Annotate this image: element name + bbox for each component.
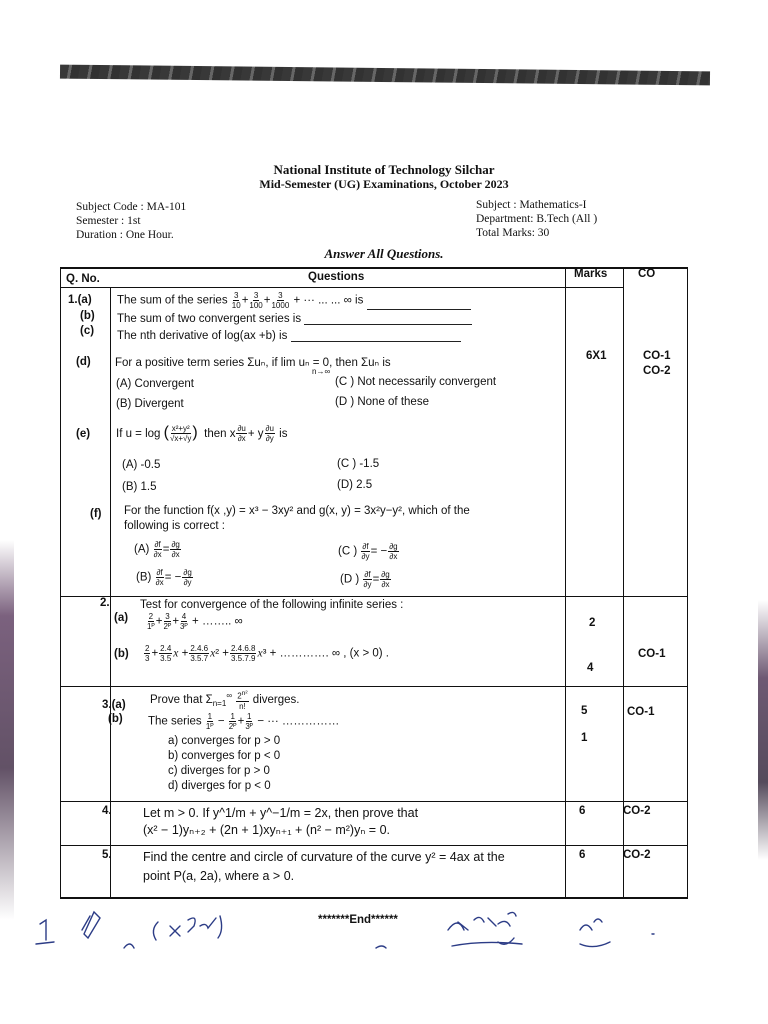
q5-label: 5. [102, 849, 112, 861]
q1-co2: CO-2 [643, 365, 671, 377]
q1c-label: (c) [80, 325, 95, 337]
exam-title: Mid-Semester (UG) Examinations, October 2023 [259, 177, 509, 191]
q2b-series: $\frac{2}{3}$ + $\frac{2.4}{3.5}$ x + $\frac{2.4.6}{3.5.7}$ x² + $\frac{2.4.6.8}{3.5.7.9}$ x³ + …………. ∞ , (x > 0) . [145, 644, 389, 663]
q1a-text: The sum of the series $\frac{3}{10}$ + $\frac{3}{100}$ + $\frac{3}{1000}$ + ··· ... ... ∞ is [117, 291, 471, 310]
q1f-option-c: (C ) $\frac{\partial f}{\partial y}$ = − $\frac{\partial g}{\partial x}$ [338, 542, 398, 561]
end-marker: *******End****** [318, 914, 398, 926]
q3b-label: (b) [108, 713, 123, 725]
q3a-text: Prove that $\Sigma_{n=1}^\infty$ $\frac{2^{n^2}}{n!}$ diverges. [150, 690, 300, 711]
q1d-option-a: (A) Convergent [116, 378, 194, 390]
q1d-option-c: (C ) Not necessarily convergent [335, 376, 497, 388]
q5-marks: 6 [579, 849, 586, 861]
duration: Duration : One Hour. [76, 229, 174, 241]
q1e-option-b: (B) 1.5 [122, 481, 157, 493]
q1d-option-b: (B) Divergent [116, 398, 184, 410]
col-marks: Marks [574, 268, 608, 280]
q1a-label: 1.(a) [68, 294, 92, 306]
q2a-label: (a) [114, 612, 129, 624]
q3b-option-a: a) converges for p > 0 [168, 735, 281, 747]
col-questions: Questions [308, 271, 365, 283]
instruction: Answer All Questions. [324, 246, 444, 261]
q4-label: 4. [102, 805, 112, 817]
q3a-label: 3.(a) [102, 699, 126, 711]
background-fabric-right [758, 600, 768, 860]
institute-name: National Institute of Technology Silchar [273, 162, 495, 177]
q1c-answer-blank[interactable] [291, 341, 461, 342]
q4-marks: 6 [579, 805, 586, 817]
q3b-option-b: b) converges for p < 0 [168, 750, 281, 762]
q1e-option-d: (D) 2.5 [337, 479, 373, 491]
subject: Subject : Mathematics-I [476, 199, 587, 211]
q1f-option-a: (A) $\frac{\partial f}{\partial x}$ = $\frac{\partial g}{\partial x}$ [134, 540, 180, 559]
q2a-series: $\frac{2}{\text{1ᴾ}}$ + $\frac{3}{\text{2ᴾ}}$ + $\frac{4}{\text{3ᴾ}}$ + …….. ∞ [147, 612, 243, 631]
q5-line2: point P(a, 2a), where a > 0. [143, 869, 295, 883]
paper-top-shadow [60, 65, 710, 86]
q1d-text: For a positive term series Σuₙ, if lim uₙ = 0, then Σuₙ is [115, 357, 391, 369]
q4-line1: Let m > 0. If y^1/m + y^−1/m = 2x, then prove that [143, 806, 419, 820]
q3b-option-d: d) diverges for p < 0 [168, 780, 271, 792]
subject-code: Subject Code : MA-101 [76, 201, 187, 213]
q1d-label: (d) [76, 356, 91, 368]
q1d-option-d: (D ) None of these [335, 396, 429, 408]
q2-title: Test for convergence of the following infinite series : [140, 599, 404, 611]
q2-co: CO-1 [638, 648, 666, 660]
q3-co: CO-1 [627, 706, 655, 718]
department: Department: B.Tech (All ) [476, 213, 598, 225]
semester: Semester : 1st [76, 215, 141, 227]
q1c-text: The nth derivative of log(ax +b) is [117, 330, 461, 342]
exam-meta-right [476, 198, 597, 240]
q1e-option-c: (C ) -1.5 [337, 458, 380, 470]
q3a-marks: 5 [581, 705, 588, 717]
q1e-option-a: (A) -0.5 [122, 459, 161, 471]
q2-label: 2. [100, 597, 110, 609]
q1e-text: If u = log ( $\frac{\text{x²+y²}}{√x+√y}$ ) then x $\frac{\partial u}{\partial x}$ + y $\frac{\partial u}{\partial y}$ is [116, 424, 288, 444]
total-marks: Total Marks: 30 [476, 227, 550, 239]
q2a-marks: 2 [589, 617, 596, 629]
q1e-label: (e) [76, 428, 91, 440]
q1f-option-d: (D ) $\frac{\partial f}{\partial y}$ = $\frac{\partial g}{\partial x}$ [340, 570, 390, 589]
q1f-text-line1: For the function f(x ,y) = x³ − 3xy² and g(x, y) = 3x²y−y², which of the [124, 505, 470, 517]
q1f-label: (f) [90, 508, 102, 520]
col-qno: Q. No. [66, 273, 100, 285]
q4-co: CO-2 [623, 805, 651, 817]
exam-meta-left [76, 200, 186, 242]
q3b-option-c: c) diverges for p > 0 [168, 765, 270, 777]
q1f-text-line2: following is correct : [124, 520, 225, 532]
q1b-text: The sum of two convergent series is [117, 313, 472, 325]
q3b-text: The series $\frac{1}{\text{1ᴾ}}$ − $\frac{1}{\text{2ᴾ}}$ + $\frac{1}{\text{3ᴾ}}$ − ··· …………… [148, 712, 340, 731]
q3b-marks: 1 [581, 732, 588, 744]
handwritten-scribbles [28, 900, 768, 960]
q1a-answer-blank[interactable] [367, 309, 471, 310]
q1b-answer-blank[interactable] [304, 324, 472, 325]
q4-line2: (x² − 1)yₙ₊₂ + (2n + 1)xyₙ₊₁ + (n² − m²)yₙ = 0. [143, 823, 390, 837]
q1f-option-b: (B) $\frac{\partial f}{\partial x}$ = − $\frac{\partial g}{\partial y}$ [136, 568, 192, 587]
q2b-label: (b) [114, 648, 129, 660]
q5-line1: Find the centre and circle of curvature of the curve y² = 4ax at the [143, 850, 505, 864]
q5-co: CO-2 [623, 849, 651, 861]
q2b-marks: 4 [587, 662, 594, 674]
q1d-limit-sub: n→∞ [312, 367, 331, 376]
q1-marks: 6X1 [586, 350, 607, 362]
col-co: CO [638, 268, 656, 280]
q1-co1: CO-1 [643, 350, 671, 362]
q1b-label: (b) [80, 310, 95, 322]
background-fabric-left [0, 540, 14, 920]
